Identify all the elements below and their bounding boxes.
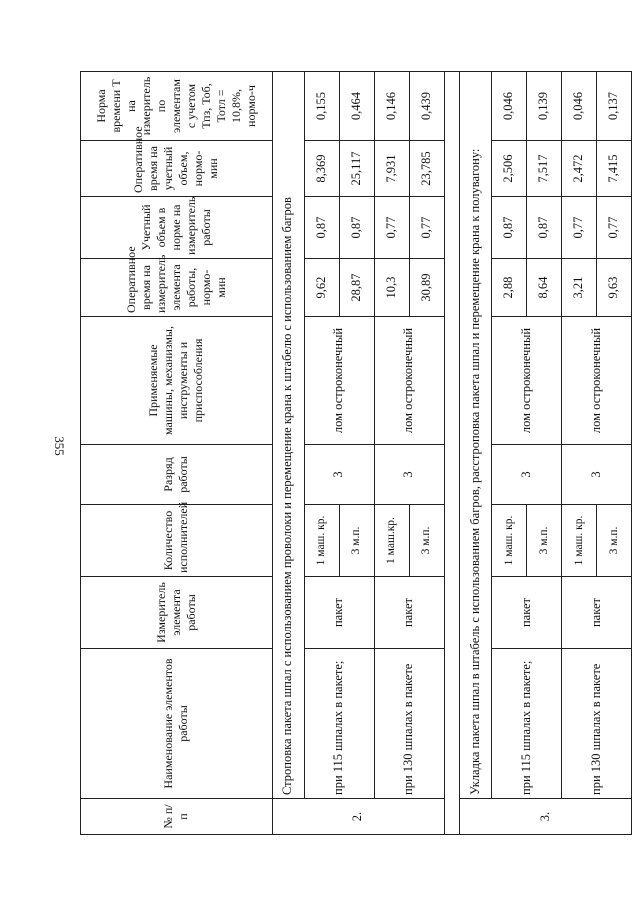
cell-op-time: 28,87 <box>339 259 374 317</box>
cell-volume: 0,87 <box>526 197 561 259</box>
cell-volume: 0,77 <box>374 197 409 259</box>
cell-op-time: 10,3 <box>374 259 409 317</box>
cell-op-time-volume: 25,117 <box>339 141 374 197</box>
table-row <box>374 72 409 835</box>
cell-norm: 0,137 <box>596 72 631 141</box>
row-name: при 115 шпалах в пакете; <box>491 649 561 799</box>
row-tools: лом остроконечный <box>304 317 374 445</box>
table-row <box>561 72 596 835</box>
table-row <box>304 72 339 835</box>
row-name: при 115 шпалах в пакете; <box>304 649 374 799</box>
row-tools: лом остроконечный <box>491 317 561 445</box>
cell-op-time-volume: 23,785 <box>409 141 444 197</box>
row-unit: пакет <box>561 577 631 649</box>
row-tools: лом остроконечный <box>561 317 631 445</box>
norms-table <box>80 71 632 835</box>
header-tools: Применяемые машины, механизмы, инструменты и приспособления <box>81 317 273 445</box>
table-header-row <box>81 72 273 835</box>
section-number: 2. <box>272 799 444 835</box>
row-performer: 1 маш.кр. <box>374 505 409 577</box>
header-grade: Разряд работы <box>81 445 273 505</box>
cell-norm: 0,464 <box>339 72 374 141</box>
row-grade: 3 <box>491 445 561 505</box>
cell-norm: 0,046 <box>491 72 526 141</box>
cell-op-time-volume: 2,506 <box>491 141 526 197</box>
header-op-time: Оперативное время на измеритель элемента работы, нормо-мин <box>81 259 273 317</box>
cell-op-time-volume: 7,931 <box>374 141 409 197</box>
cell-volume: 0,87 <box>339 197 374 259</box>
cell-op-time: 3,21 <box>561 259 596 317</box>
rotated-page <box>80 72 632 835</box>
section-title-row <box>460 72 492 835</box>
row-performer: 3 м.п. <box>526 505 561 577</box>
cell-op-time-volume: 7,517 <box>526 141 561 197</box>
cell-volume: 0,77 <box>409 197 444 259</box>
row-performer: 3 м.п. <box>339 505 374 577</box>
row-performer: 1 маш. кр. <box>491 505 526 577</box>
row-performer: 3 м.п. <box>596 505 631 577</box>
row-grade: 3 <box>561 445 631 505</box>
gap-cell <box>444 72 460 835</box>
header-performers: Количество исполнителей <box>81 505 273 577</box>
cell-op-time: 9,63 <box>596 259 631 317</box>
cell-op-time-volume: 7,415 <box>596 141 631 197</box>
row-grade: 3 <box>374 445 444 505</box>
section-number: 3. <box>460 799 632 835</box>
table-gap-row <box>444 72 460 835</box>
cell-volume: 0,87 <box>491 197 526 259</box>
cell-norm: 0,146 <box>374 72 409 141</box>
section-title: Укладка пакета шпал в штабель с использованием багров, расстроповка пакета шпал и перемещение крана к полувагону: <box>460 72 492 799</box>
table-row <box>491 72 526 835</box>
row-performer: 3 м.п. <box>409 505 444 577</box>
page-number: 355 <box>52 436 67 456</box>
section-title: Строповка пакета шпал с использованием проволоки и перемещение крана к штабелю с использованием багров <box>272 72 304 799</box>
header-no: № п/п <box>81 799 273 835</box>
landscape-sheet <box>80 72 632 835</box>
cell-norm: 0,155 <box>304 72 339 141</box>
cell-op-time-volume: 8,369 <box>304 141 339 197</box>
header-op-time-volume: Оперативное время на учетный объем, нормо-мин <box>81 141 273 197</box>
header-unit: Измеритель элемента работы <box>81 577 273 649</box>
header-name: Наименование элементов работы <box>81 649 273 799</box>
cell-volume: 0,87 <box>304 197 339 259</box>
row-grade: 3 <box>304 445 374 505</box>
cell-volume: 0,77 <box>596 197 631 259</box>
cell-norm: 0,439 <box>409 72 444 141</box>
cell-op-time: 2,88 <box>491 259 526 317</box>
header-norm: Норма времени Т на измеритель по элементам с учетом Тпз, Тоб, Тотл = 10,8%, нормо-ч <box>81 72 273 141</box>
row-performer: 1 маш. кр. <box>561 505 596 577</box>
section-title-row <box>272 72 304 835</box>
cell-op-time-volume: 2,472 <box>561 141 596 197</box>
cell-op-time: 8,64 <box>526 259 561 317</box>
row-unit: пакет <box>491 577 561 649</box>
cell-op-time: 9,62 <box>304 259 339 317</box>
row-unit: пакет <box>304 577 374 649</box>
cell-norm: 0,046 <box>561 72 596 141</box>
header-volume: Учетный объем в норме на измеритель работы <box>81 197 273 259</box>
row-performer: 1 маш. кр. <box>304 505 339 577</box>
row-tools: лом остроконечный <box>374 317 444 445</box>
row-unit: пакет <box>374 577 444 649</box>
cell-op-time: 30,89 <box>409 259 444 317</box>
cell-volume: 0,77 <box>561 197 596 259</box>
row-name: при 130 шпалах в пакете <box>561 649 631 799</box>
cell-norm: 0,139 <box>526 72 561 141</box>
row-name: при 130 шпалах в пакете <box>374 649 444 799</box>
